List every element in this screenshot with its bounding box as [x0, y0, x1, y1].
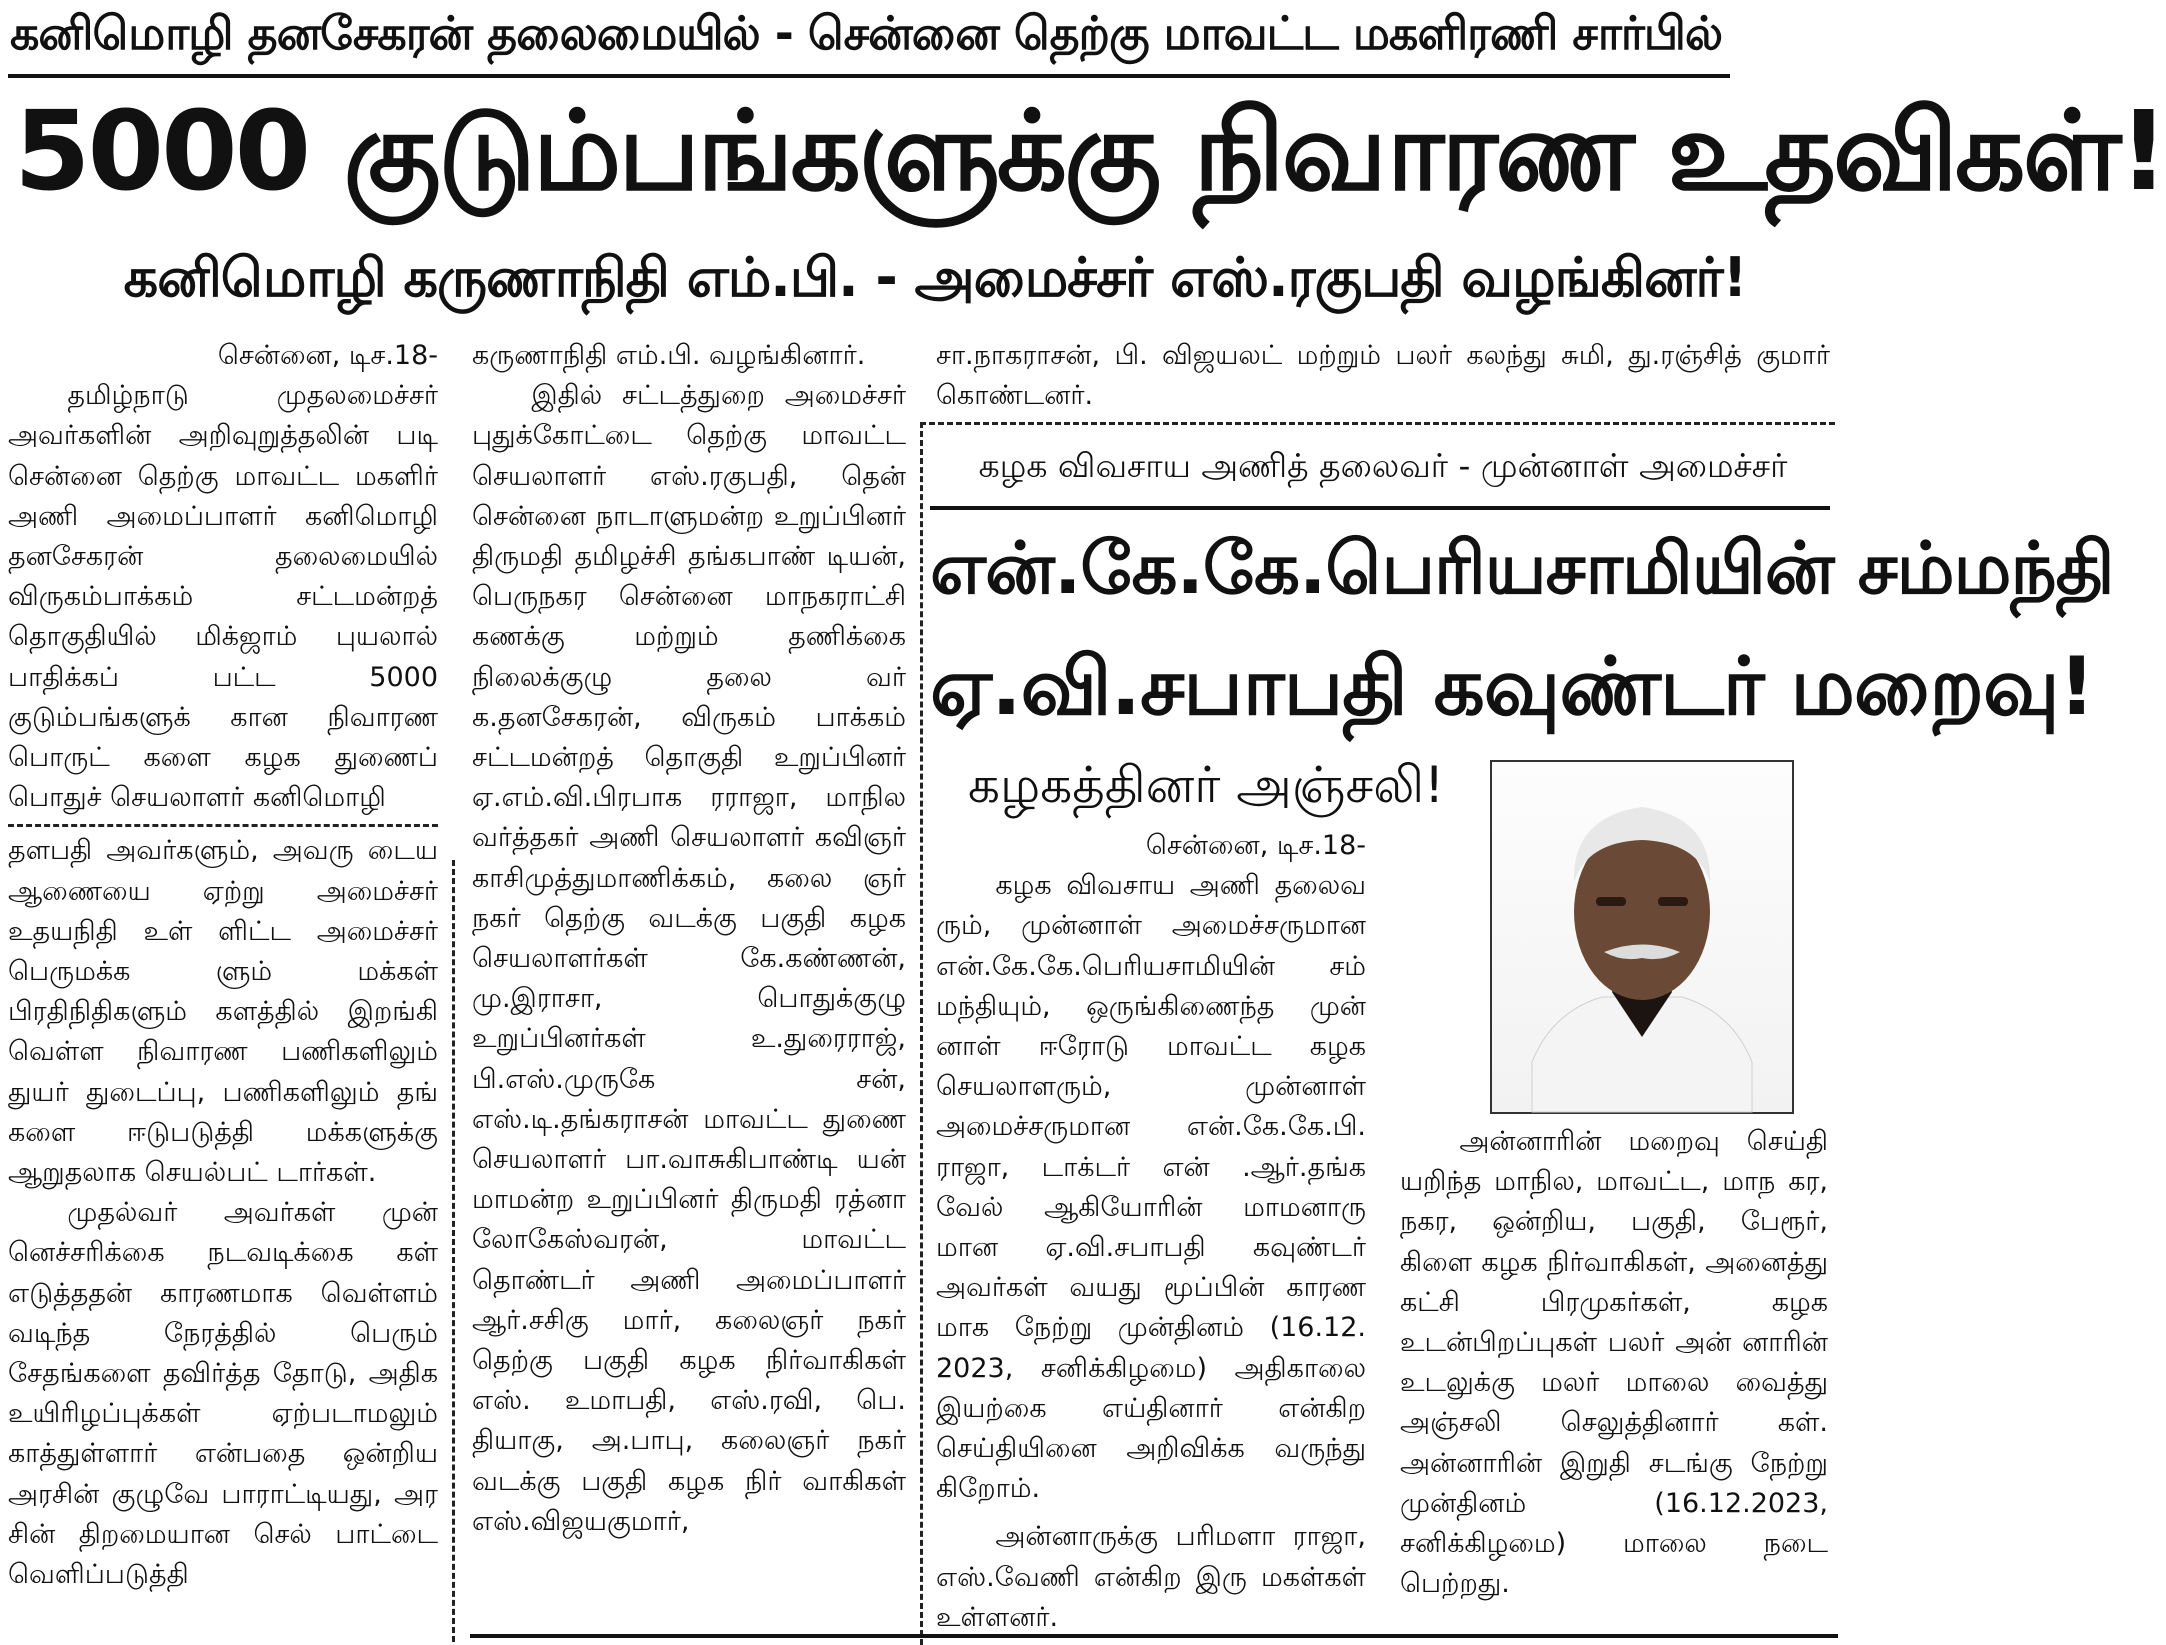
article1-closing: சா.நாகராசன், பி. விஜயலட் மற்றும் பலர் கலந்து சுமி, து.ரஞ்சித் குமார் கொண்டனர். — [936, 340, 1830, 411]
obituary-headline-2: ஏ.வி.சபாபதி கவுண்டர் மறைவு! — [930, 640, 2095, 733]
column-divider — [8, 824, 438, 827]
article1-paragraph-1: தமிழ்நாடு முதலமைச்சர் அவர்களின் அறிவுறுத்தலின் படி சென்னை தெற்கு மாவட்ட மகளிர் அணி அமைப்பாளர் கனிமொழி தனசேகரன் தலைமையில் விருகம்பாக்கம் சட்டமன்றத் தொகுதியில் மிக்ஜாம் புயலால் பாதிக்கப் பட்ட 5000 குடும்பங்களுக் கான நிவாரண பொருட் களை கழக துணைப் பொதுச் செயலாளர் கனிமொழி — [8, 380, 438, 814]
obituary-paragraph-1: கழக விவசாய அணி தலைவ ரும், முன்னாள் அமைச்சருமான என்.கே.கே.பெரியசாமியின் சம் மந்தியும், ஒருங்கிணைந்த முன் னாள் ஈரோடு மாவட்ட கழக செயலாளரும், முன்னாள் அமைச்சருமான என்.கே.கே.பி. ராஜா, டாக்டர் என் .ஆர்.தங்க வேல் ஆகியோரின் மாமனாரு மான ஏ.வி.சபாபதி கவுண்டர் அவர்கள் வயது மூப்பின் காரண மாக நேற்று முன்தினம் (16.12. 2023, சனிக்கிழமை) அதிகாலை இயற்கை எய்தினார் என்கிற செய்தியினை அறிவிக்க வருந்து கிறோம். — [936, 870, 1366, 1505]
article1-paragraph-4: இதில் சட்டத்துறை அமைச்சர் புதுக்கோட்டை தெற்கு மாவட்ட செயலாளர் எஸ்.ரகுபதி, தென் சென்னை நாடாளுமன்ற உறுப்பினர் திருமதி தமிழச்சி தங்கபாண் டியன், பெருநகர சென்னை மாநகராட்சி கணக்கு மற்றும் தணிக்கை நிலைக்குழு தலை வர் க.தனசேகரன், விருகம் பாக்கம் சட்டமன்றத் தொகுதி உறுப்பினர் ஏ.எம்.வி.பிரபாக ரராஜா, மாநில வர்த்தகர் அணி செயலாளர் கவிஞர் காசிமுத்துமாணிக்கம், கலை ஞர் நகர் தெற்கு வடக்கு பகுதி கழக செயலாளர்கள் கே.கண்ணன், மு.இராசா, பொதுக்குழு உறுப்பினர்கள் உ.துரைராஜ், பி.எஸ்.முருகே சன், எஸ்.டி.தங்கராசன் மாவட்ட துணை செயலாளர் பா.வாசுகிபாண்டி யன் மாமன்ற உறுப்பினர் திருமதி ரத்னா லோகேஸ்வரன், மாவட்ட தொண்டர் அணி அமைப்பாளர் ஆர்.சசிகு மார், கலைஞர் நகர் தெற்கு பகுதி கழக நிர்வாகிகள் எஸ். உமாபதி, எஸ்.ரவி, பெ. தியாகு, அ.பாபு, கலைஞர் நகர் வடக்கு பகுதி கழக நிர் வாகிகள் எஸ்.விஜயகுமார், — [472, 380, 906, 1537]
article1-column-2 — [472, 336, 906, 1542]
obituary-dateline: சென்னை, டிச.18- — [1145, 830, 1366, 861]
bottom-rule — [470, 1634, 1838, 1638]
article1-dateline: சென்னை, டிச.18- — [217, 340, 438, 371]
obituary-kicker-rule — [930, 506, 1830, 510]
article1-paragraph-2: தளபதி அவர்களும், அவரு டைய ஆணையை ஏற்று அமைச்சர் உதயநிதி உள் ளிட்ட அமைச்சர் பெருமக்க ளும் மக்கள் பிரதிநிதிகளும் களத்தில் இறங்கி வெள்ள நிவாரண பணிகளிலும் துயர் துடைப்பு, பணிகளிலும் தங் களை ஈடுபடுத்தி மக்களுக்கு ஆறுதலாக செயல்பட் டார்கள். — [8, 835, 438, 1189]
obituary-column-2 — [1400, 1122, 1828, 1604]
portrait-illustration — [1492, 762, 1792, 1112]
obituary-tagline: கழகத்தினர் அஞ்சலி! — [968, 756, 1445, 814]
obituary-kicker: கழக விவசாய அணித் தலைவர் - முன்னாள் அமைச்சர் — [978, 446, 1788, 485]
column-divider — [452, 860, 455, 1642]
article1-column-3 — [936, 336, 1830, 416]
obituary-paragraph-2: அன்னாருக்கு பரிமளா ராஜா, எஸ்.வேணி என்கிற இரு மகள்கள் உள்ளனர். — [936, 1521, 1366, 1633]
obituary-paragraph-3: அன்னாரின் மறைவு செய்தி யறிந்த மாநில, மாவட்ட, மாந கர, நகர, ஒன்றிய, பகுதி, பேரூர், கிளை கழக நிர்வாகிகள், அனைத்து கட்சி பிரமுகர்கள், கழக உடன்பிறப்புகள் பலர் அன் னாரின் உடலுக்கு மலர் மாலை வைத்து அஞ்சலி செலுத்தினார் கள். அன்னாரின் இறுதி சடங்கு நேற்று முன்தினம் (16.12.2023, சனிக்கிழமை) மாலை நடை பெற்றது. — [1400, 1126, 1828, 1600]
obituary-headline-1: என்.கே.கே.பெரியசாமியின் சம்மந்தி — [930, 526, 2114, 610]
article1-column-1 — [8, 336, 438, 1595]
kicker-line: கனிமொழி தனசேகரன் தலைமையில் - சென்னை தெற்கு மாவட்ட மகளிரணி சார்பில் — [10, 6, 1723, 60]
article1-paragraph-3: முதல்வர் அவர்கள் முன் னெச்சரிக்கை நடவடிக்கை கள் எடுத்ததன் காரணமாக வெள்ளம் வடிந்த நேரத்தில் பெரும் சேதங்களை தவிர்த்த தோடு, அதிக உயிரிழப்புக்கள் ஏற்படாமலும் காத்துள்ளார் என்பதை ஒன்றிய அரசின் குழுவே பாராட்டியது, அர சின் திறமையான செல் பாட்டை வெளிப்படுத்தி — [8, 1197, 438, 1591]
article1-continuation: கருணாநிதி எம்.பி. வழங்கினார். — [472, 340, 866, 371]
sub-headline: கனிமொழி கருணாநிதி எம்.பி. - அமைச்சர் எஸ்.ரகுபதி வழங்கினர்! — [123, 246, 1747, 309]
obituary-column-1 — [936, 826, 1366, 1638]
kicker-rule — [8, 74, 1730, 78]
portrait-photo — [1490, 760, 1794, 1114]
main-headline: 5000 குடும்பங்களுக்கு நிவாரண உதவிகள்! — [14, 87, 2166, 215]
